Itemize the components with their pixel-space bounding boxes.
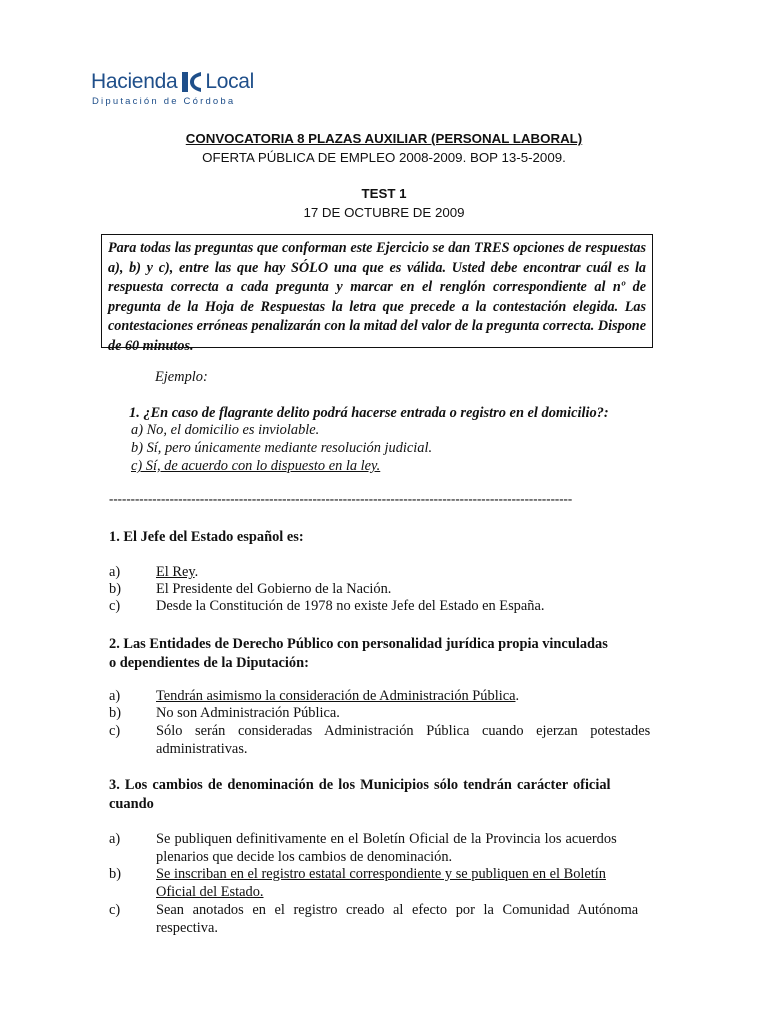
logo-mark-icon bbox=[179, 70, 203, 94]
exam-title: CONVOCATORIA 8 PLAZAS AUXILIAR (PERSONAL LABORAL) bbox=[185, 131, 583, 146]
option-suffix: . bbox=[515, 688, 520, 704]
option-text-line-1: Sólo serán consideradas Administración Pública cuando ejerzan potestades bbox=[156, 723, 651, 739]
option-text: Desde la Constitución de 1978 no existe Jefe del Estado en España. bbox=[156, 598, 545, 614]
question-3-line-1: 3. Los cambios de denominación de los Municipios sólo tendrán carácter oficial bbox=[109, 777, 611, 793]
option-text-correct: Tendrán asimismo la consideración de Administración Pública bbox=[156, 688, 516, 704]
question-1: 1. El Jefe del Estado español es: bbox=[109, 529, 304, 545]
question-3-line-2: cuando bbox=[109, 796, 154, 812]
option-text: El Presidente del Gobierno de la Nación. bbox=[156, 581, 392, 597]
question-2-line-1: 2. Las Entidades de Derecho Público con personalidad jurídica propia vinculadas bbox=[109, 636, 608, 652]
option-text: No son Administración Pública. bbox=[156, 705, 340, 721]
example-question: 1. ¿En caso de flagrante delito podrá hacerse entrada o registro en el domicilio?: bbox=[129, 405, 609, 421]
hacienda-local-logo bbox=[91, 70, 261, 110]
option-text-correct-line-1: Se inscriban en el registro estatal correspondiente y se publiquen en el Boletín bbox=[156, 866, 606, 882]
logo-name-left: Hacienda bbox=[91, 70, 178, 93]
option-label: c) bbox=[109, 723, 121, 739]
option-suffix: . bbox=[194, 564, 199, 580]
option-label: a) bbox=[109, 564, 121, 580]
exam-subtitle: OFERTA PÚBLICA DE EMPLEO 2008-2009. BOP 13-5-2009. bbox=[202, 150, 566, 165]
example-option-a: a) No, el domicilio es inviolable. bbox=[131, 422, 320, 438]
option-label: c) bbox=[109, 598, 121, 614]
logo-wordmark bbox=[91, 70, 254, 94]
option-label: c) bbox=[109, 902, 121, 918]
option-text-line-2: respectiva. bbox=[156, 919, 218, 936]
question-2-line-2: o dependientes de la Diputación: bbox=[109, 655, 309, 671]
option-label: b) bbox=[109, 705, 121, 721]
option-text-line-2: plenarios que decide los cambios de denominación. bbox=[156, 848, 453, 865]
logo-name-right: Local bbox=[205, 70, 255, 93]
separator-line: ----------------------------------------------------------------------------------------------------------- bbox=[109, 491, 573, 506]
option-text-correct: El Rey bbox=[156, 564, 195, 580]
option-label: b) bbox=[109, 581, 121, 597]
option-text-correct-line-2: Oficial del Estado. bbox=[156, 883, 264, 900]
option-text-line-1: Sean anotados en el registro creado al efecto por la Comunidad Autónoma bbox=[156, 902, 639, 918]
test-number: TEST 1 bbox=[361, 186, 407, 201]
instructions-box: Para todas las preguntas que conforman este Ejercicio se dan TRES opciones de respuestas a), b) y c), entre las que hay SÓLO una que es válida. Usted debe encontrar cuál es la respuesta correcta a cada pregunta y marcar en el renglón correspondiente al nº de pregunta de la Hoja de Respuestas la letra que precede a la contestación elegida. Las contestaciones erróneas penalizarán con la mitad del valor de la pregunta correcta. Dispone de 60 minutos. bbox=[101, 234, 653, 348]
logo-subtitle: Diputación de Córdoba bbox=[92, 96, 236, 107]
example-label: Ejemplo: bbox=[155, 369, 208, 385]
option-label: a) bbox=[109, 688, 121, 704]
example-option-c: c) Sí, de acuerdo con lo dispuesto en la ley. bbox=[131, 458, 381, 474]
test-date: 17 DE OCTUBRE DE 2009 bbox=[303, 205, 465, 220]
example-option-b: b) Sí, pero únicamente mediante resolución judicial. bbox=[131, 440, 433, 456]
option-label: a) bbox=[109, 831, 121, 847]
option-text-line-2: administrativas. bbox=[156, 740, 248, 757]
option-text-line-1: Se publiquen definitivamente en el Boletín Oficial de la Provincia los acuerdos bbox=[156, 831, 617, 847]
option-label: b) bbox=[109, 866, 121, 882]
